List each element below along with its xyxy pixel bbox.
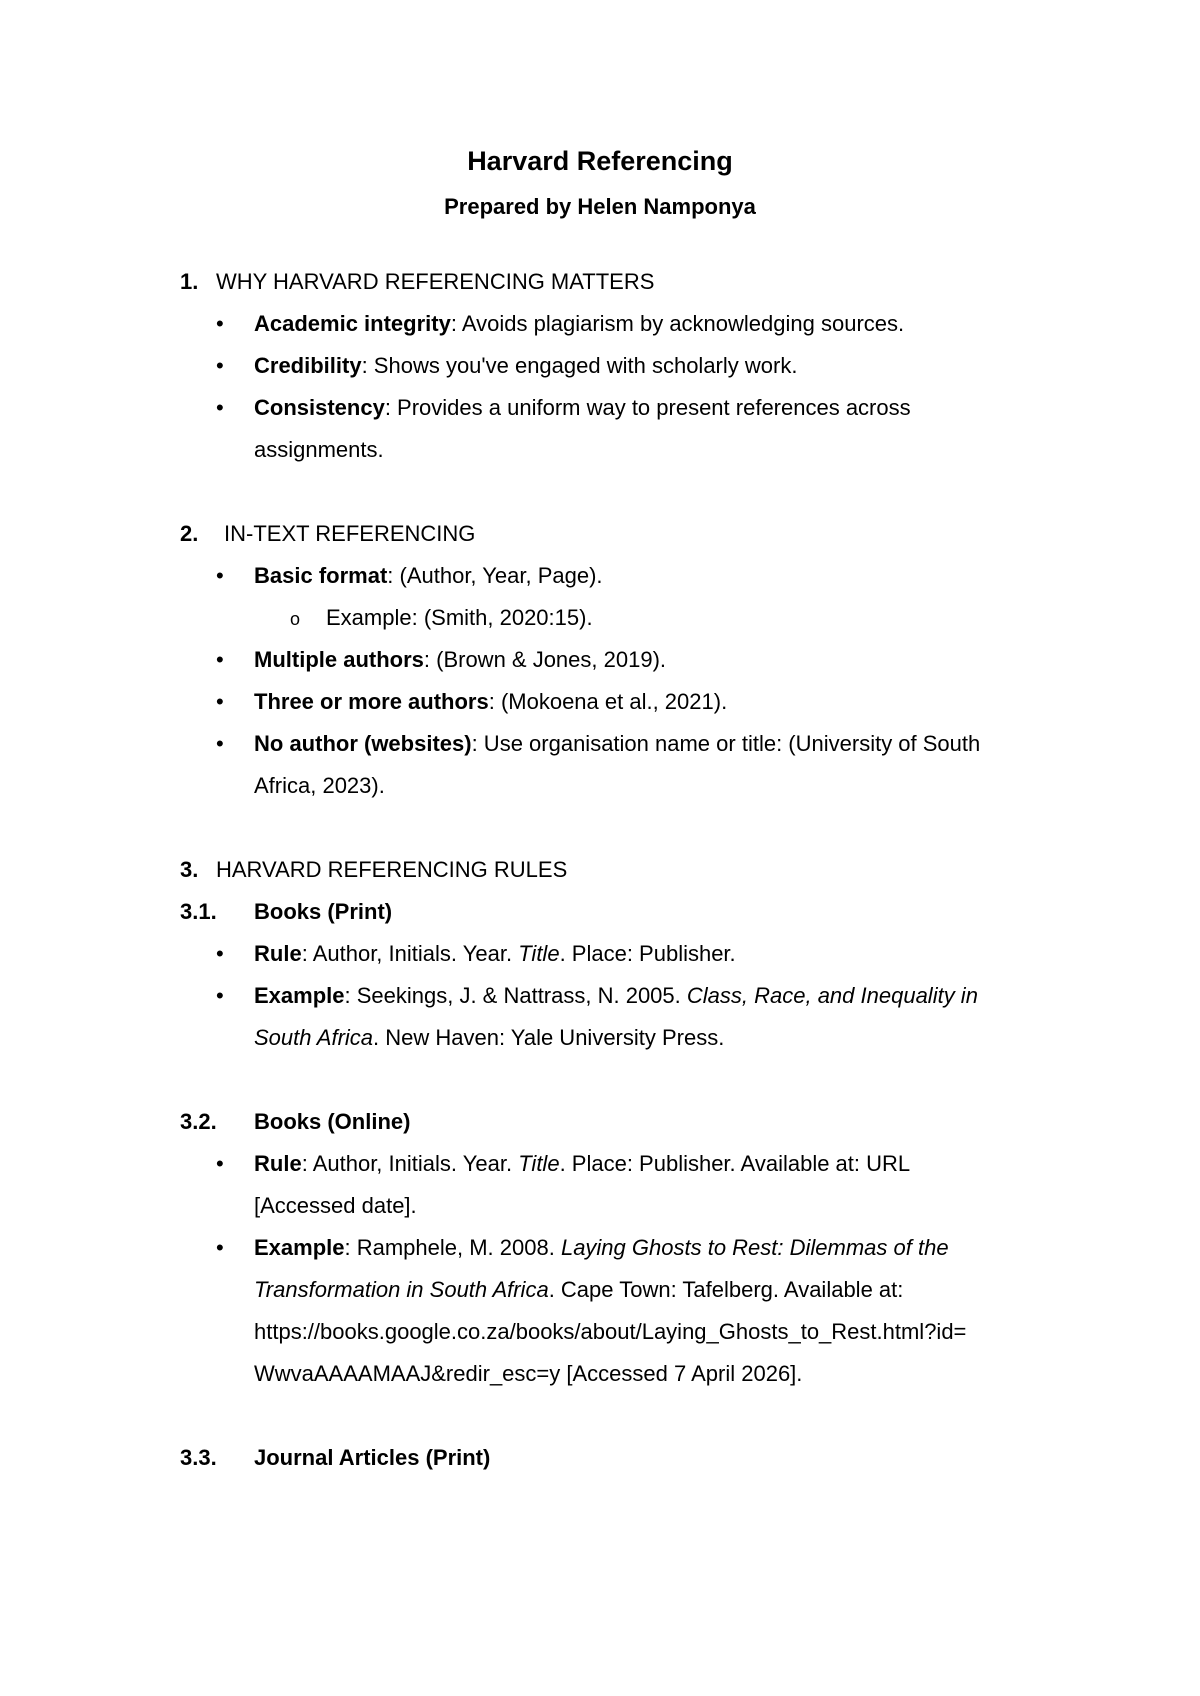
term-rule: Rule <box>254 1151 302 1176</box>
list-item <box>254 1143 910 1185</box>
list-item <box>254 681 727 723</box>
item-text: : Author, Initials. Year. <box>301 1151 519 1176</box>
bullet-icon: • <box>216 941 224 966</box>
term-three-or-more-authors: Three or more authors <box>254 689 489 714</box>
list-item <box>254 723 980 765</box>
term-no-author: No author (websites) <box>254 731 472 756</box>
term-multiple-authors: Multiple authors <box>254 647 424 672</box>
subsection-3-1-number: 3.1. <box>180 899 217 924</box>
section-2-heading: IN-TEXT REFERENCING <box>224 521 476 546</box>
bullet-icon: • <box>216 1151 224 1176</box>
term-example: Example <box>254 1235 345 1260</box>
item-text: : (Author, Year, Page). <box>387 563 603 588</box>
item-italic: Transformation in South Africa <box>254 1277 549 1302</box>
section-3-heading: HARVARD REFERENCING RULES <box>216 857 568 882</box>
item-text: : Ramphele, M. 2008. <box>344 1235 561 1260</box>
list-item <box>254 933 736 975</box>
bullet-icon: • <box>216 689 224 714</box>
item-text: . New Haven: Yale University Press. <box>373 1025 725 1050</box>
item-text: . Place: Publisher. <box>559 941 736 966</box>
item-italic: South Africa <box>254 1025 374 1050</box>
subsection-3-2-heading: Books (Online) <box>254 1109 411 1134</box>
item-italic: Class, Race, and Inequality in <box>686 983 978 1008</box>
item-text: : (Mokoena et al., 2021). <box>488 689 728 714</box>
page-title: Harvard Referencing <box>467 146 733 176</box>
circle-bullet-icon: o <box>290 609 301 629</box>
item-continuation: Africa, 2023). <box>254 773 385 798</box>
list-item <box>254 345 797 387</box>
page-subtitle: Prepared by Helen Namponya <box>444 194 756 219</box>
item-text: : Shows you've engaged with scholarly work. <box>361 353 798 378</box>
list-item <box>254 555 603 597</box>
item-italic: Laying Ghosts to Rest: Dilemmas of the <box>560 1235 949 1260</box>
bullet-icon: • <box>216 1235 224 1260</box>
bullet-icon: • <box>216 563 224 588</box>
bullet-icon: • <box>216 395 224 420</box>
subsection-3-1-heading: Books (Print) <box>254 899 393 924</box>
item-text: : Avoids plagiarism by acknowledging sources. <box>450 311 905 336</box>
item-text: : Use organisation name or title: (University of South <box>471 731 981 756</box>
list-item <box>254 303 904 345</box>
subsection-3-2-number: 3.2. <box>180 1109 217 1134</box>
bullet-icon: • <box>216 647 224 672</box>
item-text: . Place: Publisher. Available at: URL <box>559 1151 911 1176</box>
section-1-heading: WHY HARVARD REFERENCING MATTERS <box>216 269 655 294</box>
term-credibility: Credibility <box>254 353 362 378</box>
bullet-icon: • <box>216 983 224 1008</box>
term-example: Example <box>254 983 345 1008</box>
list-item <box>254 387 911 429</box>
subsection-3-3-heading: Journal Articles (Print) <box>254 1445 491 1470</box>
term-rule: Rule <box>254 941 302 966</box>
sub-list-item: Example: (Smith, 2020:15). <box>326 605 593 630</box>
section-3-number: 3. <box>180 857 199 882</box>
bullet-icon: • <box>216 311 224 336</box>
bullet-icon: • <box>216 353 224 378</box>
item-text: : Seekings, J. & Nattrass, N. 2005. <box>344 983 687 1008</box>
item-continuation: WwvaAAAAMAAJ&redir_esc=y [Accessed 7 April 2026]. <box>254 1361 803 1386</box>
item-continuation <box>254 1269 903 1311</box>
term-academic-integrity: Academic integrity <box>254 311 451 336</box>
bullet-icon: • <box>216 731 224 756</box>
item-continuation: [Accessed date]. <box>254 1193 417 1218</box>
term-basic-format: Basic format <box>254 563 388 588</box>
section-1-number: 1. <box>180 269 199 294</box>
item-continuation <box>254 1017 724 1059</box>
item-text: : Author, Initials. Year. <box>301 941 519 966</box>
list-item <box>254 975 978 1017</box>
item-continuation: assignments. <box>254 437 384 462</box>
subsection-3-3-number: 3.3. <box>180 1445 217 1470</box>
list-item <box>254 1227 949 1269</box>
item-text: : (Brown & Jones, 2019). <box>423 647 667 672</box>
item-continuation: https://books.google.co.za/books/about/Laying_Ghosts_to_Rest.html?id= <box>254 1319 967 1344</box>
item-italic: Title <box>518 941 560 966</box>
item-italic: Title <box>518 1151 560 1176</box>
section-2-number: 2. <box>180 521 199 546</box>
list-item <box>254 639 666 681</box>
term-consistency: Consistency <box>254 395 385 420</box>
item-text: : Provides a uniform way to present references across <box>384 395 911 420</box>
item-text: . Cape Town: Tafelberg. Available at: <box>548 1277 904 1302</box>
